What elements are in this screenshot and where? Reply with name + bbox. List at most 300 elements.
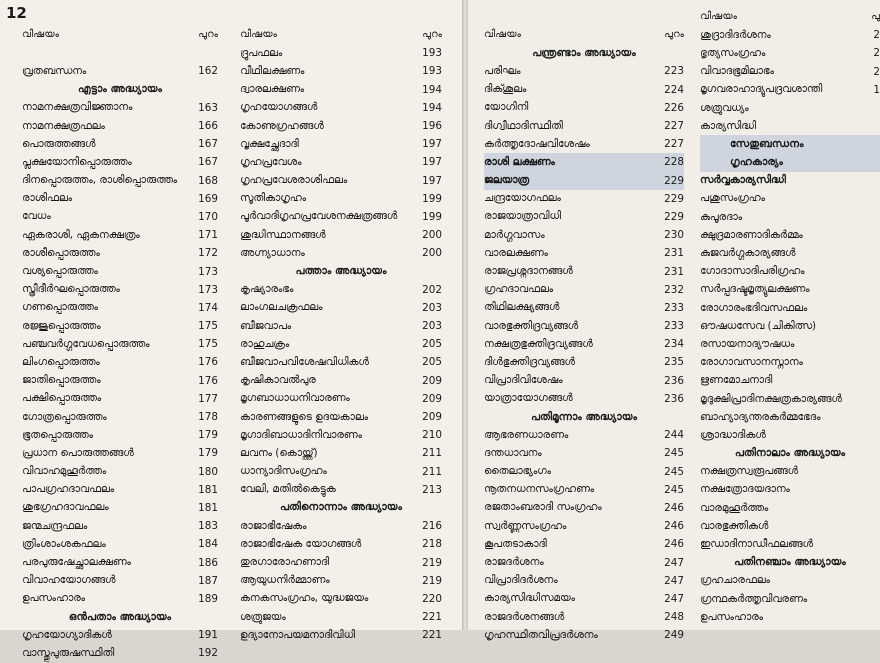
entry-title: തിഥിലക്ഷ്യങ്ങൾ — [484, 301, 560, 314]
entry-page: 199 — [422, 210, 442, 223]
toc-entry — [484, 262, 684, 280]
entry-title: മൃദുക്ഷിപ്രാദിനക്ഷത്രകാര്യങ്ങൾ — [700, 392, 842, 405]
page-header: പുറം — [422, 29, 442, 41]
entry-title: മൃഗാദിബാധാദിനിവാരണം — [240, 428, 362, 441]
entry-title: രാശി ലക്ഷണം — [484, 155, 555, 168]
toc-entry — [484, 335, 684, 353]
toc-entry — [700, 99, 880, 117]
entry-page: 184 — [198, 538, 218, 551]
entry-page: 2 — [873, 29, 880, 42]
entry-title: രാജയാത്രാവിധി — [484, 210, 561, 223]
chapter-heading — [22, 608, 218, 626]
toc-entry — [700, 463, 880, 481]
entry-title: പരപുരുഷേച്ഛാലക്ഷണം — [22, 556, 131, 569]
chapter-heading — [700, 445, 880, 463]
column-header — [240, 26, 442, 44]
entry-title: ജലയാത്ര — [484, 174, 530, 187]
entry-page: 219 — [422, 574, 442, 587]
toc-entry — [700, 317, 880, 335]
entry-page: 229 — [664, 174, 684, 187]
entry-title: രാജാഭിഷേക യോഗങ്ങൾ — [240, 537, 362, 550]
entry-page: 248 — [664, 611, 684, 624]
entry-title: ചന്ദ്രയോഗഫലം — [484, 192, 561, 205]
entry-title: ആയുധനിർമ്മാണം — [240, 574, 330, 587]
toc-entry — [700, 299, 880, 317]
toc-entry — [22, 299, 218, 317]
entry-title: രാഹുചക്രം — [240, 337, 290, 350]
entry-title: പക്ഷിപ്പൊരുത്തം — [22, 392, 102, 405]
entry-title: മാർഗ്ഗവാസം — [484, 228, 545, 241]
entry-page: 219 — [422, 556, 442, 569]
entry-page: 202 — [422, 283, 442, 296]
entry-page: 236 — [664, 374, 684, 387]
entry-title: വിപ്രാദിദർശനം — [484, 574, 558, 587]
entry-page: 216 — [422, 520, 442, 533]
entry-page: 197 — [422, 174, 442, 187]
entry-page: 200 — [422, 247, 442, 260]
entry-title: രാജാഭിഷേകം — [240, 519, 307, 532]
toc-entry — [22, 444, 218, 462]
chapter-heading-text: പന്ത്രണ്ടാം അദ്ധ്യായം — [532, 46, 636, 59]
toc-entry — [240, 335, 442, 353]
entry-title: ശ്രാദ്ധാദികൾ — [700, 428, 766, 441]
toc-entry — [700, 608, 880, 626]
entry-page: 221 — [422, 629, 442, 642]
entry-title: കാര്യസിദ്ധിസമയം — [484, 592, 575, 605]
entry-title: വീഥിലക്ഷണം — [240, 64, 305, 77]
entry-title: സൂതികാഗൃഹം — [240, 192, 307, 205]
chapter-heading-text: ഗൃഹകാര്യം — [730, 156, 783, 169]
entry-title: ജാതിപ്പൊരുത്തം — [22, 374, 101, 387]
entry-title: രാശിഫലം — [22, 192, 73, 205]
toc-entry — [484, 626, 684, 644]
entry-title: ദിക്ശൂലം — [484, 83, 527, 96]
chapter-heading — [700, 135, 880, 153]
toc-entry — [240, 299, 442, 317]
entry-title: ഭൃത്യസംഗ്രഹം — [700, 46, 766, 59]
entry-page: 171 — [198, 229, 218, 242]
entry-page: 231 — [664, 265, 684, 278]
entry-title: അഗ്ന്യാധാനം — [240, 246, 305, 259]
toc-entry — [22, 463, 218, 481]
toc-entry — [240, 372, 442, 390]
entry-title: രാജപ്രശ്നദാനങ്ങൾ — [484, 265, 573, 278]
entry-title: ഋണമോചനാദി — [700, 374, 773, 387]
toc-entry — [484, 281, 684, 299]
entry-page: 236 — [664, 392, 684, 405]
entry-title: ജന്മചന്ദ്രഫലം — [22, 519, 88, 532]
toc-entry — [700, 226, 880, 244]
entry-title: ഗൃഹപ്രവേശം — [240, 155, 302, 168]
entry-page: 245 — [664, 483, 684, 496]
entry-page: 229 — [664, 210, 684, 223]
entry-title: ഗൃഹയോഗ്യാദികൾ — [22, 628, 112, 641]
toc-entry — [484, 62, 684, 80]
toc-entry — [484, 608, 684, 626]
entry-page: 178 — [198, 411, 218, 424]
subject-header: വിഷയം — [240, 29, 278, 41]
entry-title: വാരമുഹൂർത്തം — [700, 501, 769, 514]
right-page — [468, 0, 880, 642]
toc-entry — [700, 354, 880, 372]
chapter-heading — [484, 44, 684, 62]
toc-column-2 — [240, 26, 442, 644]
entry-page: 189 — [198, 592, 218, 605]
entry-page: 246 — [664, 501, 684, 514]
chapter-heading-text: ഒൻപതാം അദ്ധ്യായം — [68, 610, 172, 623]
entry-page: 162 — [198, 65, 218, 78]
entry-title: മൃഗവരാഹാദ്യുപദ്രവശാന്തി — [700, 83, 823, 96]
entry-title: ഉപസംഹാരം — [700, 610, 764, 623]
entry-title: നാമനക്ഷത്രവിജ്ഞാനം — [22, 101, 133, 114]
toc-entry — [484, 99, 684, 117]
entry-page: 224 — [664, 83, 684, 96]
entry-title: പൂർവാദിഗൃഹപ്രവേശനക്ഷത്രങ്ങൾ — [240, 210, 398, 223]
entry-title: പാപഗ്രഹദാവഫലം — [22, 483, 115, 496]
chapter-heading — [240, 499, 442, 517]
entry-page: 179 — [198, 429, 218, 442]
entry-page: 163 — [198, 101, 218, 114]
chapter-heading — [484, 408, 684, 426]
toc-entry — [22, 590, 218, 608]
entry-title: ആഭരണധാരണം — [484, 428, 569, 441]
toc-entry — [484, 117, 684, 135]
chapter-heading-text: പത്താം അദ്ധ്യായം — [295, 265, 387, 278]
entry-title: വാരലക്ഷണം — [484, 246, 549, 259]
toc-entry — [484, 444, 684, 462]
subject-header: വിഷയം — [700, 11, 738, 23]
chapter-heading — [22, 81, 218, 99]
toc-entry — [240, 353, 442, 371]
toc-entry — [700, 517, 880, 535]
entry-title: വശ്യപ്പൊരുത്തം — [22, 265, 98, 278]
toc-entry — [22, 190, 218, 208]
toc-entry — [700, 481, 880, 499]
entry-page: 173 — [198, 283, 218, 296]
entry-page: 245 — [664, 465, 684, 478]
entry-page: 177 — [198, 392, 218, 405]
toc-entry — [700, 572, 880, 590]
column-header — [484, 26, 684, 44]
toc-entry — [700, 499, 880, 517]
entry-title: ബീജവാപവിശേഷവിധികൾ — [240, 355, 369, 368]
entry-page: 203 — [422, 320, 442, 333]
entry-page: 233 — [664, 320, 684, 333]
entry-page: 228 — [664, 156, 684, 169]
entry-title: ശുദ്ധിസ്ഥാനങ്ങൾ — [240, 228, 326, 241]
toc-entry — [22, 226, 218, 244]
subject-header: വിഷയം — [484, 29, 522, 41]
entry-title: സർവ്വകാര്യസിദ്ധി — [700, 174, 786, 187]
toc-entry — [484, 590, 684, 608]
toc-entry — [240, 481, 442, 499]
entry-title: നാമനക്ഷത്രഫലം — [22, 119, 105, 132]
entry-title: ശുഭഗ്രഹദാവഫലം — [22, 501, 109, 514]
toc-entry — [240, 517, 442, 535]
toc-entry — [484, 463, 684, 481]
entry-page: 220 — [422, 592, 442, 605]
toc-entry — [484, 299, 684, 317]
toc-entry — [484, 135, 684, 153]
entry-page: 209 — [422, 392, 442, 405]
entry-title: നക്ഷത്രസ്വരൂപങ്ങൾ — [700, 465, 799, 478]
entry-page: 244 — [664, 429, 684, 442]
entry-page: 192 — [198, 647, 218, 660]
entry-page: 199 — [422, 192, 442, 205]
entry-title: ഇഡാദിനാഡീഫലങ്ങൾ — [700, 538, 813, 551]
chapter-heading-text: പതിനാലാം അദ്ധ്യായം — [734, 447, 846, 460]
entry-page: 176 — [198, 356, 218, 369]
toc-entry — [22, 572, 218, 590]
toc-entry — [700, 535, 880, 553]
entry-page: 170 — [198, 210, 218, 223]
entry-page: 197 — [422, 156, 442, 169]
toc-entry — [484, 353, 684, 371]
toc-entry — [484, 172, 684, 190]
entry-title: കൃഷ്യാരംഭം — [240, 283, 294, 296]
toc-entry — [700, 408, 880, 426]
entry-title: പൊരുത്തങ്ങൾ — [22, 137, 96, 150]
toc-entry — [22, 244, 218, 262]
toc-entry — [484, 553, 684, 571]
entry-title: നക്ഷത്രഭുക്തിദ്രവ്യങ്ങൾ — [484, 337, 593, 350]
entry-title: വൃക്ഷച്ഛേദാദി — [240, 137, 299, 150]
page-number: 12 — [6, 4, 27, 22]
entry-title: പ്ലക്ഷയോനിപ്പൊരുത്തം — [22, 155, 132, 168]
toc-entry — [240, 590, 442, 608]
entry-title: കുജവർഗ്ഗകാര്യങ്ങൾ — [700, 247, 796, 260]
entry-page: 183 — [198, 520, 218, 533]
toc-entry — [240, 44, 442, 62]
toc-entry — [22, 281, 218, 299]
entry-title: ഭൂതപ്പൊരുത്തം — [22, 428, 93, 441]
toc-entry — [22, 390, 218, 408]
page-header: പു — [871, 11, 880, 23]
toc-entry — [700, 172, 880, 190]
entry-title: രോഗാവസാനസ്നാനം — [700, 356, 803, 369]
entry-title: ക്ഷുദ്രമാരണാദികർമ്മം — [700, 228, 803, 241]
entry-page: 169 — [198, 192, 218, 205]
toc-entry — [240, 626, 442, 644]
toc-entry — [22, 517, 218, 535]
toc-entry — [700, 390, 880, 408]
entry-title: കുപൂരദാം — [700, 210, 743, 223]
entry-title: പരിഘം — [484, 64, 521, 77]
toc-entry — [22, 153, 218, 171]
entry-title: സർപ്പദഷ്ടമൃത്യുലക്ഷണം — [700, 283, 810, 296]
entry-page: 205 — [422, 356, 442, 369]
entry-title: ഗ്രന്ഥകർത്തൃവിവരണം — [700, 592, 808, 605]
entry-title: മൃഗബാധാധനിവാരണം — [240, 392, 350, 405]
entry-title: പശുസംഗ്രഹം — [700, 192, 765, 205]
entry-page: 213 — [422, 483, 442, 496]
entry-title: ലിംഗപ്പൊരുത്തം — [22, 355, 100, 368]
toc-entry — [484, 208, 684, 226]
entry-title: ലവനം (കൊയ്ത്ത്) — [240, 446, 318, 459]
entry-title: തൈലാഭ്യംഗം — [484, 465, 551, 478]
toc-entry — [700, 590, 880, 608]
toc-entry — [240, 99, 442, 117]
chapter-heading-text: പതിനൊന്നാം അദ്ധ്യായം — [279, 501, 403, 514]
toc-entry — [240, 135, 442, 153]
entry-title: വിവാഹയോഗങ്ങൾ — [22, 574, 116, 587]
entry-title: കൃഷികാവൽപുര — [240, 374, 316, 387]
toc-entry — [240, 281, 442, 299]
entry-title: ഗണപ്പൊരുത്തം — [22, 301, 99, 314]
entry-page: 200 — [422, 229, 442, 242]
toc-entry — [484, 244, 684, 262]
entry-page: 245 — [664, 447, 684, 460]
toc-entry — [700, 426, 880, 444]
entry-page: 211 — [422, 465, 442, 478]
entry-page: 2 — [873, 47, 880, 60]
entry-title: ദിനപ്പൊരുത്തം, രാശിപ്പൊരുത്തം — [22, 174, 178, 187]
toc-entry — [700, 281, 880, 299]
toc-entry — [484, 481, 684, 499]
entry-page: 173 — [198, 265, 218, 278]
entry-page: 247 — [664, 556, 684, 569]
toc-entry — [484, 517, 684, 535]
entry-title: കാരണങ്ങളുടെ ഉദയകാലം — [240, 410, 369, 423]
toc-entry — [484, 499, 684, 517]
entry-title: കാര്യസിദ്ധി — [700, 119, 757, 132]
entry-title: രോഗാരംഭദിവസഫലം — [700, 301, 808, 314]
entry-page: 223 — [664, 65, 684, 78]
entry-title: ഗ്രഹദാവഫലം — [484, 283, 554, 296]
entry-page: 179 — [198, 447, 218, 460]
entry-title: കോണുഗ്രഹങ്ങൾ — [240, 119, 324, 132]
entry-title: ദിൾഭുക്തിദ്രവ്യങ്ങൾ — [484, 355, 575, 368]
entry-page: 232 — [664, 283, 684, 296]
entry-title: പഞ്ചവർഗ്ഗവേധപ്പൊരുത്തം — [22, 337, 150, 350]
entry-title: ബീജവാപം — [240, 319, 292, 332]
toc-entry — [700, 63, 880, 81]
entry-page: 249 — [664, 629, 684, 642]
toc-entry — [240, 208, 442, 226]
toc-entry — [22, 535, 218, 553]
entry-page: 180 — [198, 465, 218, 478]
toc-entry — [240, 317, 442, 335]
entry-title: ദ്വാരലക്ഷണം — [240, 83, 305, 96]
column-header — [700, 8, 880, 26]
entry-title: വിവാഹമുഹൂർത്തം — [22, 465, 107, 478]
entry-page: 203 — [422, 301, 442, 314]
entry-page: 168 — [198, 174, 218, 187]
chapter-heading — [700, 154, 880, 172]
entry-title: ഗോത്രപ്പൊരുത്തം — [22, 410, 107, 423]
entry-page: 209 — [422, 411, 442, 424]
toc-entry — [240, 244, 442, 262]
toc-entry — [240, 444, 442, 462]
entry-title: രാശീപ്പൊരുത്തം — [22, 246, 100, 259]
entry-title: വിവാദഭൂമിലാഭം — [700, 65, 774, 78]
entry-page: 227 — [664, 120, 684, 133]
toc-entry — [22, 99, 218, 117]
entry-page: 166 — [198, 120, 218, 133]
entry-title: യോഗിനി — [484, 101, 529, 114]
toc-entry — [700, 81, 880, 99]
page-header: പുറം — [198, 29, 218, 41]
entry-title: പ്രധാന പൊരുത്തങ്ങൾ — [22, 446, 134, 459]
entry-title: സ്ത്രീദീർഘപ്പൊരുത്തം — [22, 283, 120, 296]
entry-title: ശത്രുജയം — [240, 610, 286, 623]
chapter-heading-text: എട്ടാം അദ്ധ്യായം — [78, 83, 162, 96]
entry-title: രജ്ജുപ്പൊരുത്തം — [22, 319, 101, 332]
entry-page: 196 — [422, 120, 442, 133]
toc-entry — [22, 499, 218, 517]
toc-entry — [240, 172, 442, 190]
entry-page: 234 — [664, 338, 684, 351]
toc-entry — [22, 353, 218, 371]
toc-entry — [700, 263, 880, 281]
entry-title: കൂപതടാകാദി — [484, 537, 547, 550]
entry-page: 205 — [422, 338, 442, 351]
entry-title: ഗൃഹസ്ഥിതവിപ്രദർശനം — [484, 628, 598, 641]
entry-page: 218 — [422, 538, 442, 551]
entry-title: തുരഗാരോഹണാദി — [240, 556, 330, 569]
toc-entry — [240, 117, 442, 135]
entry-page: 246 — [664, 538, 684, 551]
toc-entry — [240, 81, 442, 99]
entry-title: ലാംഗലചക്രഫലം — [240, 301, 323, 314]
entry-page: 227 — [664, 138, 684, 151]
entry-title: യാത്രായോഗങ്ങൾ — [484, 392, 573, 405]
entry-title: ദന്തധാവനം — [484, 446, 542, 459]
entry-title: ത്രിംശാംശകഫലം — [22, 537, 106, 550]
toc-entry — [240, 463, 442, 481]
entry-title: സ്വർണ്ണസംഗ്രഹം — [484, 519, 567, 532]
toc-entry — [240, 426, 442, 444]
entry-title: ദിഗ്വീഥാദിസ്ഥിതി — [484, 119, 563, 132]
entry-title: ബാഹ്യാദ്യന്തരകർമ്മഭേദം — [700, 410, 821, 423]
toc-entry — [22, 317, 218, 335]
entry-title: ഏകരാശി, ഏകനക്ഷത്രം — [22, 228, 140, 241]
entry-title: വിപ്രാദിവിശേഷം — [484, 374, 563, 387]
toc-entry — [22, 62, 218, 80]
entry-page: 1 — [873, 83, 880, 96]
toc-entry — [240, 553, 442, 571]
entry-title: കനകസംഗ്രഹം, യുദ്ധജയം — [240, 592, 369, 605]
toc-entry — [22, 208, 218, 226]
toc-entry — [484, 81, 684, 99]
entry-page: 246 — [664, 520, 684, 533]
entry-title: ഉദ്യാനോപയമനാദിവിധി — [240, 628, 356, 641]
chapter-heading-text: സേതുബന്ധനം — [730, 137, 804, 150]
toc-entry — [700, 372, 880, 390]
entry-title: വേലി, മതിൽകെട്ടുക — [240, 483, 336, 496]
toc-entry — [700, 208, 880, 226]
toc-entry — [240, 535, 442, 553]
toc-entry — [240, 608, 442, 626]
entry-title: വാസ്തുപുരുഷസ്ഥിതി — [22, 646, 115, 659]
entry-page: 175 — [198, 338, 218, 351]
toc-column-4 — [700, 8, 880, 626]
entry-page: 247 — [664, 574, 684, 587]
entry-title: ഗ്രഹചാരഫലം — [700, 574, 770, 587]
entry-page: 175 — [198, 320, 218, 333]
entry-title: ദ്രുപഫലം — [240, 46, 283, 59]
entry-title: ധാന്യാദിസംഗ്രഹം — [240, 465, 327, 478]
toc-entry — [700, 44, 880, 62]
toc-entry — [484, 153, 684, 171]
toc-entry — [700, 190, 880, 208]
entry-page: 247 — [664, 592, 684, 605]
entry-page: 181 — [198, 501, 218, 514]
entry-title: ഗൃഹപ്രവേശരാശിഫലം — [240, 174, 348, 187]
entry-page: 230 — [664, 229, 684, 242]
toc-entry — [22, 372, 218, 390]
toc-entry — [240, 153, 442, 171]
